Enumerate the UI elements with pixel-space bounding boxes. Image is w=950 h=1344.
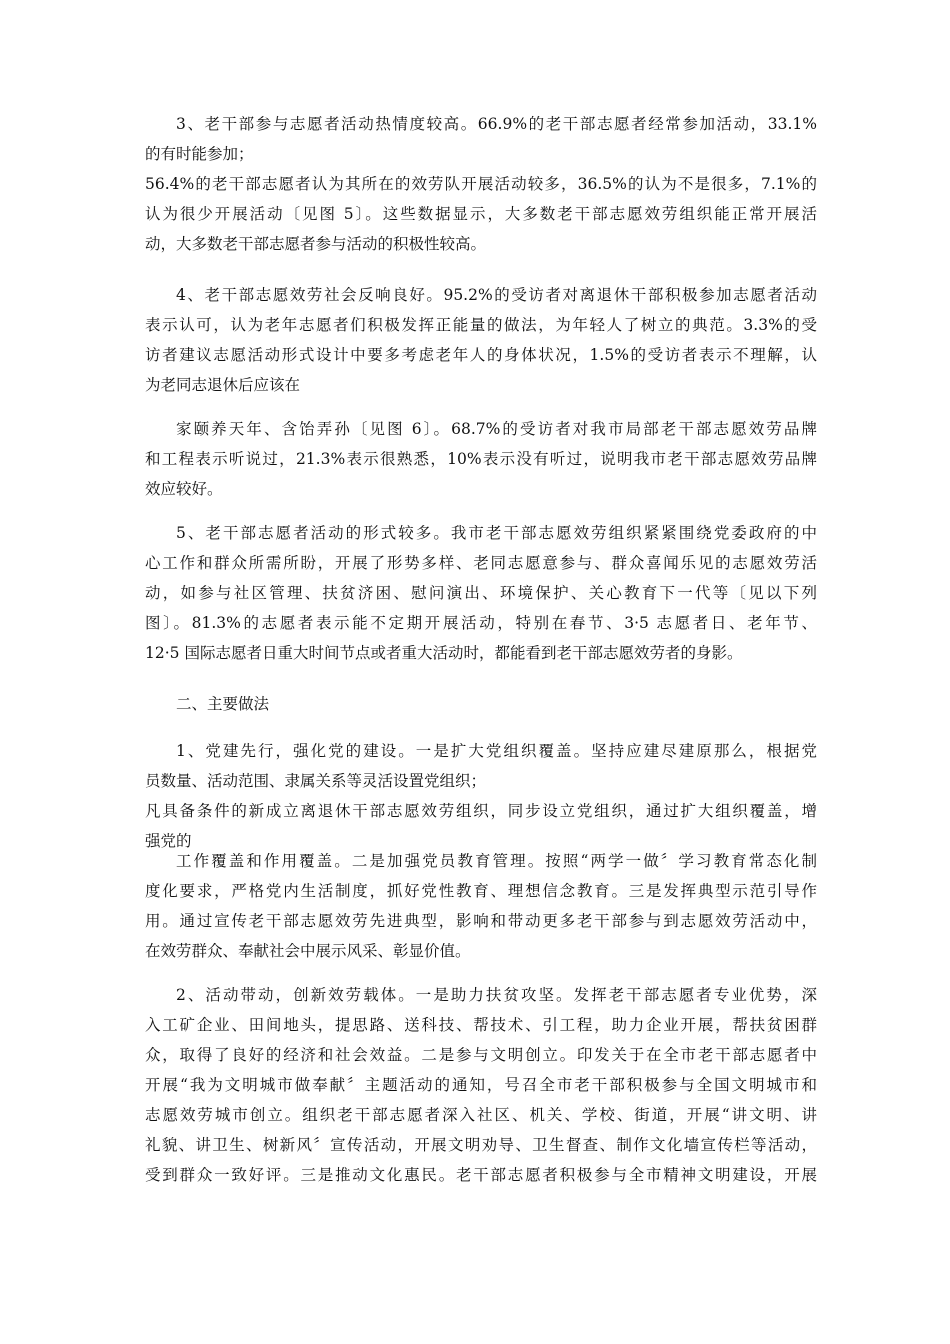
text-line: 凡具备条件的新成立离退休干部志愿效劳组织，同步设立党组织，通过扩大组织覆盖，增 <box>145 802 817 820</box>
text-line: 认为很少开展活动〔见图 5〕。这些数据显示，大多数老干部志愿效劳组织能正常开展活 <box>145 205 817 223</box>
text-line: 5、老干部志愿者活动的形式较多。我市老干部志愿效劳组织紧紧围绕党委政府的中 <box>176 524 817 542</box>
text-line: 56.4%的老干部志愿者认为其所在的效劳队开展活动较多，36.5%的认为不是很多，7.1%的 <box>145 175 817 193</box>
text-line: 家颐养天年、含饴弄孙〔见图 6〕。68.7%的受访者对我市局部老干部志愿效劳品牌 <box>176 420 817 438</box>
text-line: 工作覆盖和作用覆盖。二是加强党员教育管理。按照“两学一做〞学习教育常态化制 <box>176 852 817 870</box>
text-line: 3、老干部参与志愿者活动热情度较高。66.9%的老干部志愿者经常参加活动，33.1% <box>176 115 817 133</box>
paragraph-brand-awareness <box>145 414 817 504</box>
section-heading-main-practices <box>145 689 817 719</box>
text-line: 表示认可，认为老年志愿者们积极发挥正能量的做法，为年轻人了树立的典范。3.3%的受 <box>145 316 817 334</box>
text-line: 图〕。81.3%的志愿者表示能不定期开展活动，特别在春节、3·5 志愿者日、老年节、 <box>145 614 817 632</box>
paragraph-activity-forms <box>145 518 817 668</box>
text-line: 员数量、活动范围、隶属关系等灵活设置党组织； <box>145 772 487 790</box>
paragraph-party-education <box>145 846 817 966</box>
text-line: 4、老干部志愿效劳社会反响良好。95.2%的受访者对离退休干部积极参加志愿者活动 <box>176 286 817 304</box>
text-line: 动，如参与社区管理、扶贫济困、慰问演出、环境保护、关心教育下一代等〔见以下列 <box>145 584 817 602</box>
text-line: 强党的 <box>145 832 192 850</box>
text-line: 心工作和群众所需所盼，开展了形势多样、老同志愿意参与、群众喜闻乐见的志愿效劳活 <box>145 554 817 572</box>
text-line: 1、党建先行，强化党的建设。一是扩大党组织覆盖。坚持应建尽建原那么，根据党 <box>176 742 817 760</box>
text-line: 入工矿企业、田间地头，提思路、送科技、帮技术、引工程，助力企业开展，帮扶贫困群 <box>145 1016 817 1034</box>
text-line: 在效劳群众、奉献社会中展示风采、彰显价值。 <box>145 942 471 960</box>
text-line: 的有时能参加； <box>145 145 254 163</box>
text-line: 访者建议志愿活动形式设计中要多考虑老年人的身体状况，1.5%的受访者表示不理解，认 <box>145 346 817 364</box>
section-heading: 二、主要做法 <box>176 695 270 713</box>
paragraph-social-response <box>145 280 817 400</box>
text-line: 开展“我为文明城市做奉献〞主题活动的通知，号召全市老干部积极参与全国文明城市和 <box>145 1076 817 1094</box>
text-line: 志愿效劳城市创立。组织老干部志愿者深入社区、机关、学校、街道，开展“讲文明、讲 <box>145 1106 817 1124</box>
paragraph-activity-driven <box>145 980 817 1190</box>
text-line: 为老同志退休后应该在 <box>145 376 301 394</box>
text-line: 12·5 国际志愿者日重大时间节点或者重大活动时，都能看到老干部志愿效劳者的身影。 <box>145 644 743 662</box>
paragraph-volunteer-enthusiasm <box>145 109 817 259</box>
text-line: 和工程表示听说过，21.3%表示很熟悉，10%表示没有听过，说明我市老干部志愿效劳品牌 <box>145 450 817 468</box>
text-line: 用。通过宣传老干部志愿效劳先进典型，影响和带动更多老干部参与到志愿效劳活动中， <box>145 912 817 930</box>
text-line: 受到群众一致好评。三是推动文化惠民。老干部志愿者积极参与全市精神文明建设，开展 <box>145 1166 817 1184</box>
text-line: 2、活动带动，创新效劳载体。一是助力扶贫攻坚。发挥老干部志愿者专业优势，深 <box>176 986 817 1004</box>
text-line: 效应较好。 <box>145 480 223 498</box>
paragraph-party-building <box>145 736 817 856</box>
text-line: 众，取得了良好的经济和社会效益。二是参与文明创立。印发关于在全市老干部志愿者中 <box>145 1046 817 1064</box>
text-line: 度化要求，严格党内生活制度，抓好党性教育、理想信念教育。三是发挥典型示范引导作 <box>145 882 817 900</box>
text-line: 动，大多数老干部志愿者参与活动的积极性较高。 <box>145 235 487 253</box>
text-line: 礼貌、讲卫生、树新风〞宣传活动，开展文明劝导、卫生督查、制作文化墙宣传栏等活动， <box>145 1136 817 1154</box>
